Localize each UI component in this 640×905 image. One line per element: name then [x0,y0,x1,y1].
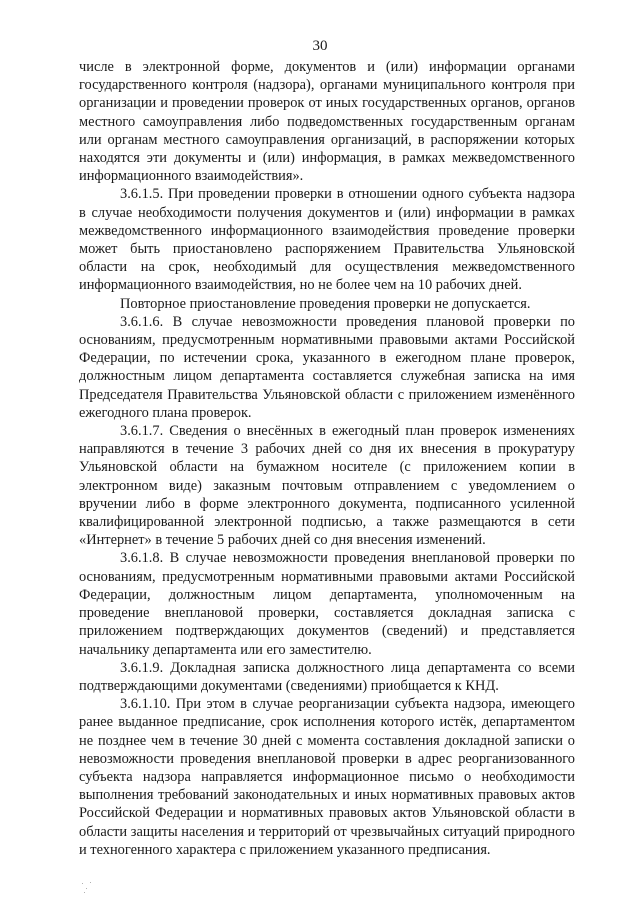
paragraph-3-6-1-7: 3.6.1.7. Сведения о внесённых в ежегодный план проверок изменениях направляются в течение 3 рабочих дней со дня их внесения в прокуратуру Ульяновской области на бумажном носителе (с приложением копии в электронном виде) заказным почтовым отправлением с уведомлением о вручении либо в форме электронного документа, подписанного усиленной квалифицированной электронной подписью, а также размещаются в сети «Интернет» в течение 5 рабочих дней со дня внесения изменений. [79,423,575,549]
paragraph-3-6-1-8: 3.6.1.8. В случае невозможности проведения внеплановой проверки по основаниям, предусмотренным нормативными правовыми актами Российской Федерации, должностным лицом департамента, уполномоченным на проведение внеплановой проверки, составляется докладная записка с приложением подтверждающих документов (сведений) и представляется начальнику департамента или его заместителю. [79,550,575,658]
paragraph-3-6-1-6: 3.6.1.6. В случае невозможности проведения плановой проверки по основаниям, предусмотренным нормативными правовыми актами Российской Федерации, по истечении срока, указанного в ежегодном плане проверок, должностным лицом департамента составляется служебная записка на имя Председателя Правительства Ульяновской области с приложением изменённого ежегодного плана проверок. [79,313,575,421]
paragraph-continuation: числе в электронной форме, документов и (или) информации органами государственного контроля (надзора), органами муниципального контроля при организации и проведении проверок от иных государственных органов, органов местного самоуправления либо подведомственных государственным органам или органам местного самоуправления организаций, в распоряжении которых находятся эти документы и (или) информация, в рамках межведомственного информационного взаимодействия». [79,59,575,185]
paragraph-3-6-1-5: 3.6.1.5. При проведении проверки в отношении одного субъекта надзора в случае необходимости получения документов и (или) информации в рамках межведомственного информационного взаимодействия проведение проверки может быть приостановлено распоряжением Правительства Ульяновской области на срок, необходимый для осуществления межведомственного информационного взаимодействия, но не более чем на 10 рабочих дней. [79,186,575,294]
paragraph-3-6-1-10: 3.6.1.10. При этом в случае реорганизации субъекта надзора, имеющего ранее выданное предписание, срок исполнения которого истёк, департаментом не позднее чем в течение 30 дней с момента составления докладной записки о невозможности проведения внеплановой проверки в адрес реорганизованного субъекта надзора направляется информационное письмо о необходимости выполнения требований законодательных и иных нормативных правовых актов Российской Федерации и нормативных правовых актов Ульяновской области в области защиты населения и территорий от чрезвычайных ситуаций природного и техногенного характера с приложением указанного предписания. [79,696,575,858]
paragraph-3-6-1-9: 3.6.1.9. Докладная записка должностного лица департамента со всеми подтверждающими документами (сведениями) приобщается к КНД. [79,659,575,694]
page-number: 30 [312,38,328,54]
document-body [79,58,575,859]
paragraph-repeat-suspension: Повторное приостановление проведения проверки не допускается. [120,295,531,312]
scan-specks [80,880,94,894]
